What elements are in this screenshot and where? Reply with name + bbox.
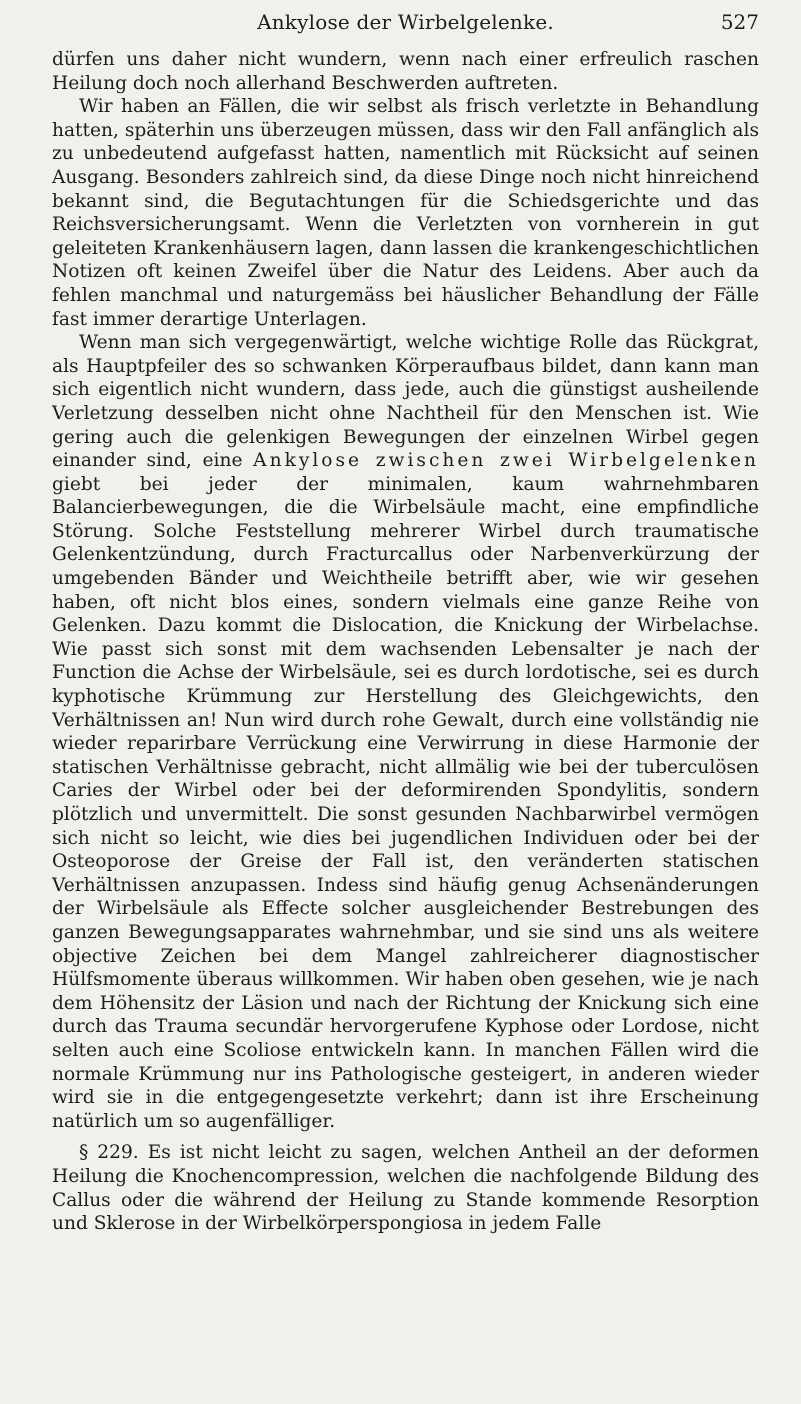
body-text — [52, 48, 759, 1236]
paragraph-continuation: dürfen uns daher nicht wundern, wenn nach einer erfreulich raschen Heilung doch noch allerhand Beschwerden auftreten. — [52, 49, 759, 94]
running-title: Ankylose der Wirbelgelenke. — [257, 10, 554, 34]
paragraph-section-229: § 229. Es ist nicht leicht zu sagen, welchen Antheil an der deformen Heilung die Knochencompression, welchen die nachfolgende Bildung des Callus oder die während der Heilung zu Stande kommende Resorption und Sklerose in der Wirbelkörperspongiosa in jedem Falle — [52, 1142, 759, 1235]
emphasis-ankylose: Ankylose zwischen zwei Wirbelgelenken — [253, 450, 759, 472]
paragraph-cases: Wir haben an Fällen, die wir selbst als frisch verletzte in Behandlung hatten, späterhin uns überzeugen müssen, dass wir den Fall anfänglich als zu unbedeutend aufgefasst hatten, namentlich mit Rücksicht auf seinen Ausgang. Besonders zahlreich sind, da diese Dinge noch nicht hinreichend bekannt sind, die Begutachtungen für die Schiedsgerichte und das Reichsversicherungsamt. Wenn die Verletzten von vornherein in gut geleiteten Krankenhäusern lagen, dann lassen die krankengeschichtlichen Notizen oft keinen Zweifel über die Natur des Leidens. Aber auch da fehlen manchmal und naturgemäss bei häuslicher Behandlung der Fälle fast immer derartige Unterlagen. — [52, 96, 759, 330]
paragraph-ankylosis — [52, 331, 759, 1133]
paragraph-text-before: Wenn man sich vergegenwärtigt, welche wichtige Rolle das Rückgrat, als Hauptpfeiler des so schwanken Körperaufbaus bildet, dann kann man sich eigentlich nicht wundern, dass jede, auch die günstigst ausheilende Verletzung desselben nicht ohne Nachtheil für den Menschen ist. Wie gering auch die gelenkigen Bewegungen der einzelnen Wirbel gegen einander sind, eine — [52, 332, 759, 472]
page-header — [52, 4, 759, 40]
paragraph-text-after: giebt bei jeder der minimalen, kaum wahrnehmbaren Balancierbewegungen, die die Wirbelsäule macht, eine empfindliche Störung. Solche Feststellung mehrerer Wirbel durch traumatische Gelenkentzündung, durch Fracturcallus oder Narbenverkürzung der umgebenden Bänder und Weichtheile betrifft aber, wie wir gesehen haben, oft nicht blos eines, sondern vielmals eine ganze Reihe von Gelenken. Dazu kommt die Dislocation, die Knickung der Wirbelachse. Wie passt sich sonst mit dem wachsenden Lebensalter je nach der Function die Achse der Wirbelsäule, sei es durch lordotische, sei es durch kyphotische Krümmung zur Herstellung des Gleichgewichts, den Verhältnissen an! Nun wird durch rohe Gewalt, durch eine vollständig nie wieder reparirbare Verrückung eine Verwirrung in diese Harmonie der statischen Verhältnisse gebracht, nicht allmälig wie bei der tuberculösen Caries der Wirbel oder bei der deformirenden Spondylitis, sondern plötzlich und unvermittelt. Die sonst gesunden Nachbarwirbel vermögen sich nicht so leicht, wie dies bei jugendlichen Individuen oder bei der Osteoporose der Greise der Fall ist, den veränderten statischen Verhältnissen anzupassen. Indess sind häufig genug Achsenänderungen der Wirbelsäule als Effecte solcher ausgleichender Bestrebungen des ganzen Bewegungsapparates wahrnehmbar, und sie sind uns als weitere objective Zeichen bei dem Mangel zahlreicherer diagnostischer Hülfsmomente überaus willkommen. Wir haben oben gesehen, wie je nach dem Höhensitz der Läsion und nach der Richtung der Knickung sich eine durch das Trauma secundär hervorgerufene Kyphose oder Lordose, nicht selten auch eine Scoliose entwickeln kann. In manchen Fällen wird die normale Krümmung nur ins Pathologische gesteigert, in anderen wieder wird sie in die entgegengesetzte verkehrt; dann ist ihre Erscheinung natürlich um so augenfälliger. — [52, 473, 759, 1132]
page-number: 527 — [720, 10, 759, 34]
